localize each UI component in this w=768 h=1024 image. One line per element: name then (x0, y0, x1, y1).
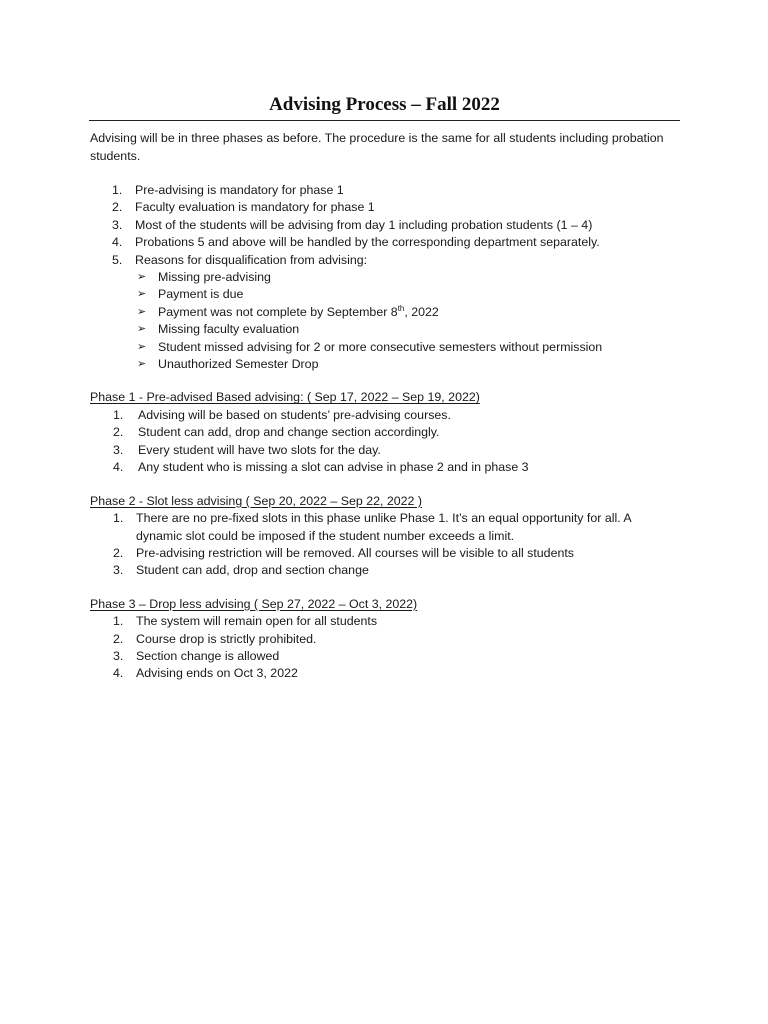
list-item (90, 510, 690, 545)
list-text: Payment is due (158, 287, 244, 302)
list-number: 2. (113, 631, 124, 646)
list-item (90, 217, 690, 234)
list-text: Probations 5 and above will be handled by the corresponding department separately. (135, 235, 600, 250)
list-item (90, 234, 690, 251)
list-text: Faculty evaluation is mandatory for phase 1 (135, 200, 375, 215)
list-text: Every student will have two slots for the day. (138, 442, 381, 457)
list-text: Any student who is missing a slot can advise in phase 2 and in phase 3 (138, 460, 529, 475)
list-text: Most of the students will be advising from day 1 including probation students (1 – 4) (135, 217, 593, 232)
list-item (90, 252, 690, 269)
list-text: Student can add, drop and change section accordingly. (138, 425, 440, 440)
list-number: 3. (113, 649, 124, 664)
arrowhead-bullet-icon: ➢ (137, 305, 147, 318)
list-text: Pre-advising restriction will be removed. All courses will be visible to all students (136, 545, 574, 560)
list-number: 3. (113, 442, 124, 457)
list-text: Pre-advising is mandatory for phase 1 (135, 183, 344, 197)
list-item (90, 199, 690, 216)
text-segment: , 2022 (404, 304, 439, 319)
list-text: Section change is allowed (136, 649, 280, 664)
list-text: Student missed advising for 2 or more consecutive semesters without permission (158, 339, 603, 354)
list-text (158, 305, 439, 319)
list-item (90, 665, 690, 682)
list-text: Missing pre-advising (158, 270, 271, 285)
list-text: Unauthorized Semester Drop (158, 357, 319, 372)
list-number: 4. (113, 460, 124, 475)
list-item (90, 339, 690, 356)
list-text: Advising will be based on students’ pre-advising courses. (138, 407, 451, 422)
phase2-heading: Phase 2 - Slot less advising ( Sep 20, 2022 – Sep 22, 2022 ) (90, 493, 423, 508)
list-number: 2. (113, 425, 124, 440)
arrowhead-bullet-icon: ➢ (137, 358, 147, 371)
list-item (90, 321, 690, 338)
list-number: 2. (113, 545, 124, 560)
list-number: 1. (112, 183, 123, 197)
list-item (90, 182, 690, 199)
list-text: Student can add, drop and section change (136, 563, 369, 578)
phase2-list (90, 510, 690, 580)
document-body (90, 130, 690, 683)
list-number: 3. (113, 563, 124, 578)
list-text: Course drop is strictly prohibited. (136, 631, 317, 646)
arrowhead-bullet-icon: ➢ (137, 340, 147, 353)
list-number: 4. (112, 235, 123, 250)
list-item (90, 424, 690, 441)
list-number: 1. (113, 511, 124, 526)
list-item (90, 648, 690, 665)
list-number: 1. (113, 407, 124, 422)
intro-paragraph: Advising will be in three phases as before. The procedure is the same for all students including probation students. (90, 131, 664, 163)
list-item (90, 545, 690, 562)
arrowhead-bullet-icon: ➢ (137, 288, 147, 301)
list-item (90, 269, 690, 286)
phase1-heading: Phase 1 - Pre-advised Based advising: ( Sep 17, 2022 – Sep 19, 2022) (90, 390, 480, 405)
list-item (90, 442, 690, 459)
list-item (90, 356, 690, 373)
list-item (90, 562, 690, 579)
text-line: dynamic slot could be imposed if the student number exceeds a limit. (136, 528, 515, 543)
list-number: 5. (112, 252, 123, 267)
list-item (90, 459, 690, 476)
list-number: 4. (113, 666, 124, 681)
ordinal-suffix: th (397, 303, 405, 313)
title-divider (89, 120, 680, 121)
list-text: Missing faculty evaluation (158, 322, 300, 337)
text-segment: Payment was not complete by September 8 (158, 304, 398, 319)
disqualification-list (90, 269, 690, 373)
list-text: Advising ends on Oct 3, 2022 (136, 666, 298, 681)
list-item (90, 407, 690, 424)
text-line: There are no pre-fixed slots in this phase unlike Phase 1. It’s an equal opportunity for all. A (136, 511, 632, 526)
list-item (90, 286, 690, 303)
document-title: Advising Process – Fall 2022 (269, 94, 500, 115)
phase3-heading: Phase 3 – Drop less advising ( Sep 27, 2022 – Oct 3, 2022) (90, 596, 418, 611)
list-text: Reasons for disqualification from advising: (135, 252, 368, 267)
list-number: 2. (112, 200, 123, 215)
phase3-list (90, 613, 690, 683)
list-item (90, 631, 690, 648)
list-text (136, 511, 632, 542)
list-text: The system will remain open for all students (136, 614, 378, 629)
phase1-list (90, 407, 690, 477)
arrowhead-bullet-icon: ➢ (137, 271, 147, 284)
main-rules-list (90, 182, 690, 269)
list-item (90, 613, 690, 630)
arrowhead-bullet-icon: ➢ (137, 323, 147, 336)
list-number: 3. (112, 217, 123, 232)
list-item (90, 304, 690, 321)
list-number: 1. (113, 614, 124, 629)
